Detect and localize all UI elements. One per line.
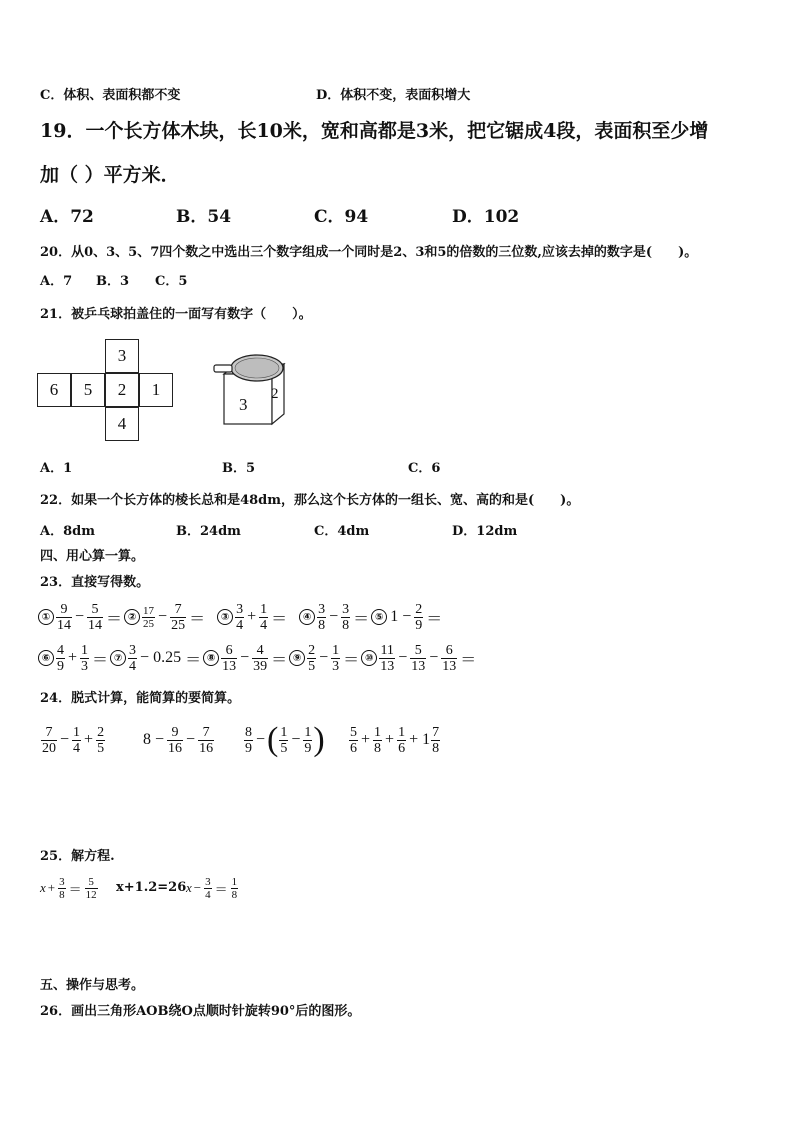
fraction: $\frac{1}{5}$ bbox=[280, 724, 288, 756]
net-face-6: 6 bbox=[37, 373, 71, 407]
plus-sign: + bbox=[68, 649, 78, 666]
fraction: $\frac{6}{13}$ bbox=[222, 642, 237, 674]
q23-row-2 bbox=[38, 639, 478, 677]
plus-sign: + bbox=[361, 731, 371, 748]
fraction: $\frac{5}{14}$ bbox=[88, 601, 103, 633]
q19-option-c: C．94 bbox=[314, 207, 369, 227]
fraction: $\frac{17}{25}$ bbox=[143, 604, 155, 630]
fraction: $\frac{5}{6}$ bbox=[350, 724, 357, 756]
minus-sign: − bbox=[193, 880, 202, 895]
minus-sign: − bbox=[256, 731, 266, 748]
q24-expression-3 bbox=[243, 720, 325, 760]
q22-option-a: A．8dm bbox=[40, 524, 95, 539]
equals-sign: ＝ bbox=[353, 610, 370, 628]
minus-sign: − bbox=[155, 731, 165, 748]
fraction: $\frac{1}{3}$ bbox=[332, 642, 340, 674]
fraction: $\frac{1}{8}$ bbox=[374, 724, 382, 756]
q24-expression-1 bbox=[40, 720, 106, 760]
q25-equation-3 bbox=[186, 870, 239, 906]
decimal-number: 0.25 bbox=[153, 649, 182, 666]
fraction: $\frac{3}{8}$ bbox=[318, 601, 326, 633]
q18-option-c: C．体积、表面积都不变 bbox=[40, 88, 181, 103]
whole-number: 1 bbox=[422, 731, 431, 748]
q20-option-c: C．5 bbox=[155, 274, 188, 289]
item-number: ⑥ bbox=[38, 650, 54, 666]
equals-sign: ＝ bbox=[271, 651, 288, 669]
q21-option-a: A．1 bbox=[40, 461, 73, 476]
fraction: $\frac{2}{5}$ bbox=[308, 642, 316, 674]
q19-option-d: D．102 bbox=[452, 207, 520, 227]
fraction: $\frac{3}{4}$ bbox=[236, 601, 244, 633]
fraction: $\frac{1}{3}$ bbox=[81, 642, 89, 674]
minus-sign: − bbox=[240, 649, 250, 666]
fraction: $\frac{6}{13}$ bbox=[442, 642, 457, 674]
left-paren: ( bbox=[267, 721, 279, 758]
fraction: $\frac{1}{4}$ bbox=[73, 724, 81, 756]
fraction: $\frac{3}{8}$ bbox=[59, 875, 65, 901]
q20-option-b: B．3 bbox=[96, 274, 130, 289]
q19-line2: 加（ ）平方米． bbox=[40, 164, 180, 186]
fraction: $\frac{3}{4}$ bbox=[205, 875, 211, 901]
q21-option-b: B．5 bbox=[222, 461, 256, 476]
q22-text: 22．如果一个长方体的棱长总和是48dm，那么这个长方体的一组长、宽、高的和是( )。 bbox=[40, 493, 580, 508]
fraction: $\frac{9}{14}$ bbox=[57, 601, 71, 633]
net-face-bottom: 4 bbox=[105, 407, 139, 441]
q22-option-c: C．4dm bbox=[314, 524, 370, 539]
q25-equation-2: x+1.2=26 bbox=[116, 880, 187, 895]
equals-sign: ＝ bbox=[214, 881, 228, 897]
fraction: $\frac{4}{9}$ bbox=[57, 642, 64, 674]
q22-option-b: B．24dm bbox=[176, 524, 241, 539]
fraction: $\frac{11}{13}$ bbox=[380, 642, 395, 674]
minus-sign: − bbox=[291, 731, 301, 748]
equals-sign: ＝ bbox=[343, 651, 360, 669]
q19-option-a: A．72 bbox=[40, 207, 94, 227]
fraction: $\frac{7}{16}$ bbox=[199, 724, 214, 756]
fraction: $\frac{2}{9}$ bbox=[415, 601, 423, 633]
equals-sign: ＝ bbox=[271, 610, 288, 628]
minus-sign: − bbox=[158, 608, 168, 625]
fraction: $\frac{2}{5}$ bbox=[97, 724, 105, 756]
fraction: $\frac{1}{8}$ bbox=[231, 875, 238, 901]
q24-text: 24．脱式计算，能简算的要简算。 bbox=[40, 691, 241, 706]
equals-sign: ＝ bbox=[68, 881, 82, 897]
minus-sign: − bbox=[140, 649, 150, 666]
item-number: ③ bbox=[217, 609, 233, 625]
q21-text: 21．被乒乓球拍盖住的一面写有数字（ ）。 bbox=[40, 307, 312, 322]
equals-sign: ＝ bbox=[92, 651, 109, 669]
fraction: $\frac{5}{13}$ bbox=[411, 642, 426, 674]
plus-sign: + bbox=[84, 731, 94, 748]
item-number: ② bbox=[124, 609, 140, 625]
equals-sign: ＝ bbox=[426, 610, 443, 628]
fraction: $\frac{1}{6}$ bbox=[398, 724, 406, 756]
q23-row-1 bbox=[38, 598, 444, 636]
variable-x: x bbox=[40, 880, 46, 895]
q25-text: 25．解方程. bbox=[40, 849, 115, 864]
net-face-center: 2 bbox=[105, 373, 139, 407]
equals-sign: ＝ bbox=[185, 651, 202, 669]
q26-text: 26．画出三角形AOB绕O点顺时针旋转90°后的图形。 bbox=[40, 1004, 361, 1019]
fraction: $\frac{5}{12}$ bbox=[85, 875, 97, 901]
q19-option-b: B．54 bbox=[176, 207, 232, 227]
cube-front-face-number: 3 bbox=[239, 395, 248, 414]
section-4-heading: 四、用心算一算。 bbox=[40, 549, 145, 564]
fraction: $\frac{7}{25}$ bbox=[171, 601, 186, 633]
variable-x: x bbox=[186, 880, 192, 895]
net-face-5: 5 bbox=[71, 373, 105, 407]
minus-sign: − bbox=[186, 731, 196, 748]
fraction: $\frac{7}{8}$ bbox=[432, 724, 440, 756]
cube-side-face-number: 2 bbox=[271, 386, 279, 402]
q25-equation-1 bbox=[40, 870, 99, 906]
fraction: $\frac{1}{4}$ bbox=[260, 601, 268, 633]
minus-sign: − bbox=[75, 608, 85, 625]
minus-sign: − bbox=[398, 649, 408, 666]
item-number: ⑤ bbox=[371, 609, 387, 625]
plus-sign: + bbox=[385, 731, 395, 748]
right-paren: ) bbox=[313, 721, 325, 758]
q19-line1: 19．一个长方体木块，长10米，宽和高都是3米，把它锯成4段，表面积至少增 bbox=[40, 120, 709, 142]
fraction: $\frac{3}{8}$ bbox=[342, 601, 350, 633]
item-number: ⑦ bbox=[110, 650, 126, 666]
plus-sign: + bbox=[47, 880, 56, 895]
equals-sign: ＝ bbox=[189, 610, 206, 628]
item-number: ④ bbox=[299, 609, 315, 625]
q18-option-d: D．体积不变，表面积增大 bbox=[316, 88, 471, 103]
net-face-1: 1 bbox=[139, 373, 173, 407]
equals-sign: ＝ bbox=[106, 610, 123, 628]
net-face-top: 3 bbox=[105, 339, 139, 373]
minus-sign: − bbox=[319, 649, 329, 666]
whole-number: 1 bbox=[390, 608, 399, 625]
fraction: $\frac{4}{39}$ bbox=[253, 642, 268, 674]
whole-number: 8 bbox=[143, 731, 151, 748]
plus-sign: + bbox=[409, 731, 419, 748]
minus-sign: − bbox=[429, 649, 439, 666]
item-number: ⑧ bbox=[203, 650, 219, 666]
fraction: $\frac{8}{9}$ bbox=[245, 724, 252, 756]
minus-sign: − bbox=[402, 608, 412, 625]
q20-option-a: A．7 bbox=[40, 274, 73, 289]
item-number: ① bbox=[38, 609, 54, 625]
section-5-heading: 五、操作与思考。 bbox=[40, 978, 145, 993]
q23-text: 23．直接写得数。 bbox=[40, 575, 150, 590]
fraction: $\frac{3}{4}$ bbox=[129, 642, 137, 674]
fraction: $\frac{1}{9}$ bbox=[304, 724, 312, 756]
item-number: ⑩ bbox=[361, 650, 377, 666]
equals-sign: ＝ bbox=[460, 651, 477, 669]
q21-option-c: C．6 bbox=[408, 461, 441, 476]
plus-sign: + bbox=[247, 608, 257, 625]
minus-sign: − bbox=[329, 608, 339, 625]
q24-expression-4 bbox=[348, 720, 441, 760]
fraction: $\frac{9}{16}$ bbox=[168, 724, 183, 756]
q22-option-d: D．12dm bbox=[452, 524, 518, 539]
item-number: ⑨ bbox=[289, 650, 305, 666]
minus-sign: − bbox=[60, 731, 70, 748]
fraction: $\frac{7}{20}$ bbox=[42, 724, 56, 756]
q24-expression-2 bbox=[141, 720, 215, 760]
q20-text: 20．从0、3、5、7四个数之中选出三个数字组成一个同时是2、3和5的倍数的三位数,应该去掉的数字是( )。 bbox=[40, 245, 698, 260]
